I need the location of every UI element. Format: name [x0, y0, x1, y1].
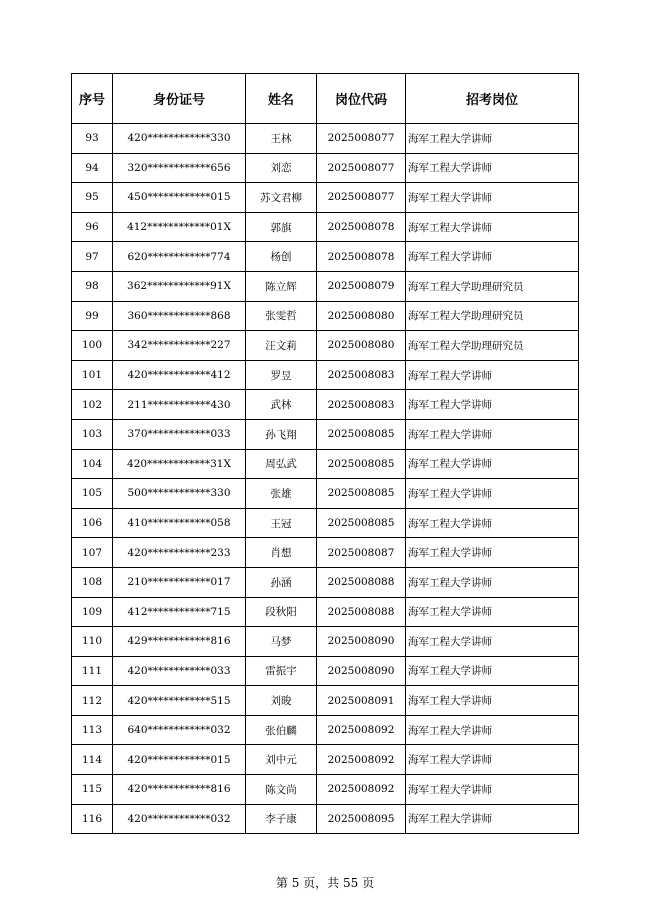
page-footer: 第 5 页，共 55 页	[275, 876, 375, 890]
table-row	[72, 212, 579, 242]
table-header-row	[72, 74, 579, 124]
post-cell: 海军工程大学讲师	[406, 242, 579, 272]
header-serial-number: 序号	[72, 74, 113, 124]
serial-number-cell: 103	[72, 419, 113, 449]
id-number-cell: 420************233	[113, 538, 246, 568]
name-cell: 陈文尚	[246, 775, 317, 805]
name-cell: 张雯哲	[246, 301, 317, 331]
post-cell: 海军工程大学讲师	[406, 508, 579, 538]
post-code-cell: 2025008085	[317, 479, 406, 509]
serial-number-cell: 105	[72, 479, 113, 509]
id-number-cell: 370************033	[113, 419, 246, 449]
header-name: 姓名	[246, 74, 317, 124]
post-code-cell: 2025008090	[317, 656, 406, 686]
id-number-cell: 500************330	[113, 479, 246, 509]
name-cell: 周弘武	[246, 449, 317, 479]
post-code-cell: 2025008087	[317, 538, 406, 568]
serial-number-cell: 102	[72, 390, 113, 420]
table-row	[72, 804, 579, 834]
post-cell: 海军工程大学讲师	[406, 153, 579, 183]
serial-number-cell: 107	[72, 538, 113, 568]
id-number-cell: 420************015	[113, 745, 246, 775]
post-cell: 海军工程大学讲师	[406, 212, 579, 242]
post-code-cell: 2025008077	[317, 124, 406, 154]
table-row	[72, 242, 579, 272]
table-row	[72, 449, 579, 479]
post-cell: 海军工程大学讲师	[406, 567, 579, 597]
serial-number-cell: 98	[72, 271, 113, 301]
serial-number-cell: 116	[72, 804, 113, 834]
serial-number-cell: 100	[72, 331, 113, 361]
post-code-cell: 2025008080	[317, 331, 406, 361]
serial-number-cell: 115	[72, 775, 113, 805]
serial-number-cell: 110	[72, 627, 113, 657]
post-code-cell: 2025008079	[317, 271, 406, 301]
name-cell: 郭旗	[246, 212, 317, 242]
serial-number-cell: 113	[72, 715, 113, 745]
post-cell: 海军工程大学讲师	[406, 419, 579, 449]
post-code-cell: 2025008092	[317, 745, 406, 775]
post-code-cell: 2025008085	[317, 508, 406, 538]
table-row	[72, 597, 579, 627]
name-cell: 刘中元	[246, 745, 317, 775]
post-code-cell: 2025008085	[317, 449, 406, 479]
id-number-cell: 429************816	[113, 627, 246, 657]
post-code-cell: 2025008077	[317, 183, 406, 213]
post-cell: 海军工程大学讲师	[406, 656, 579, 686]
id-number-cell: 211************430	[113, 390, 246, 420]
name-cell: 王林	[246, 124, 317, 154]
post-cell: 海军工程大学助理研究员	[406, 271, 579, 301]
serial-number-cell: 101	[72, 360, 113, 390]
name-cell: 陈立辉	[246, 271, 317, 301]
table-row	[72, 360, 579, 390]
post-code-cell: 2025008092	[317, 775, 406, 805]
name-cell: 罗昱	[246, 360, 317, 390]
table-row	[72, 538, 579, 568]
post-cell: 海军工程大学讲师	[406, 538, 579, 568]
id-number-cell: 412************715	[113, 597, 246, 627]
post-code-cell: 2025008083	[317, 390, 406, 420]
post-cell: 海军工程大学讲师	[406, 686, 579, 716]
table-body	[72, 124, 579, 834]
post-cell: 海军工程大学讲师	[406, 627, 579, 657]
post-cell: 海军工程大学讲师	[406, 449, 579, 479]
id-number-cell: 210************017	[113, 567, 246, 597]
table-row	[72, 745, 579, 775]
post-code-cell: 2025008077	[317, 153, 406, 183]
serial-number-cell: 95	[72, 183, 113, 213]
name-cell: 雷振宇	[246, 656, 317, 686]
id-number-cell: 410************058	[113, 508, 246, 538]
serial-number-cell: 106	[72, 508, 113, 538]
table-row	[72, 686, 579, 716]
post-code-cell: 2025008088	[317, 567, 406, 597]
table-row	[72, 508, 579, 538]
post-code-cell: 2025008090	[317, 627, 406, 657]
table-row	[72, 153, 579, 183]
post-code-cell: 2025008088	[317, 597, 406, 627]
name-cell: 苏文君柳	[246, 183, 317, 213]
name-cell: 段秋阳	[246, 597, 317, 627]
post-cell: 海军工程大学讲师	[406, 597, 579, 627]
post-cell: 海军工程大学助理研究员	[406, 301, 579, 331]
serial-number-cell: 93	[72, 124, 113, 154]
serial-number-cell: 97	[72, 242, 113, 272]
name-cell: 李子康	[246, 804, 317, 834]
name-cell: 武林	[246, 390, 317, 420]
id-number-cell: 640************032	[113, 715, 246, 745]
name-cell: 汪文莉	[246, 331, 317, 361]
serial-number-cell: 96	[72, 212, 113, 242]
serial-number-cell: 108	[72, 567, 113, 597]
name-cell: 孙飞翔	[246, 419, 317, 449]
id-number-cell: 362************91X	[113, 271, 246, 301]
serial-number-cell: 94	[72, 153, 113, 183]
id-number-cell: 420************412	[113, 360, 246, 390]
header-post: 招考岗位	[406, 74, 579, 124]
post-code-cell: 2025008091	[317, 686, 406, 716]
id-number-cell: 450************015	[113, 183, 246, 213]
post-code-cell: 2025008078	[317, 212, 406, 242]
table-row	[72, 479, 579, 509]
post-code-cell: 2025008083	[317, 360, 406, 390]
id-number-cell: 412************01X	[113, 212, 246, 242]
post-code-cell: 2025008078	[317, 242, 406, 272]
table-row	[72, 656, 579, 686]
table-row	[72, 419, 579, 449]
table-row	[72, 331, 579, 361]
name-cell: 刘晙	[246, 686, 317, 716]
table-row	[72, 301, 579, 331]
serial-number-cell: 111	[72, 656, 113, 686]
name-cell: 张伯麟	[246, 715, 317, 745]
header-post-code: 岗位代码	[317, 74, 406, 124]
id-number-cell: 360************868	[113, 301, 246, 331]
post-cell: 海军工程大学讲师	[406, 715, 579, 745]
post-cell: 海军工程大学讲师	[406, 775, 579, 805]
post-cell: 海军工程大学助理研究员	[406, 331, 579, 361]
id-number-cell: 320************656	[113, 153, 246, 183]
serial-number-cell: 114	[72, 745, 113, 775]
post-cell: 海军工程大学讲师	[406, 390, 579, 420]
post-cell: 海军工程大学讲师	[406, 183, 579, 213]
table-row	[72, 183, 579, 213]
name-cell: 杨创	[246, 242, 317, 272]
name-cell: 刘恋	[246, 153, 317, 183]
table-row	[72, 271, 579, 301]
name-cell: 张雄	[246, 479, 317, 509]
post-code-cell: 2025008092	[317, 715, 406, 745]
post-code-cell: 2025008095	[317, 804, 406, 834]
post-cell: 海军工程大学讲师	[406, 360, 579, 390]
name-cell: 孙涵	[246, 567, 317, 597]
table-row	[72, 715, 579, 745]
serial-number-cell: 112	[72, 686, 113, 716]
serial-number-cell: 99	[72, 301, 113, 331]
table-row	[72, 567, 579, 597]
id-number-cell: 420************31X	[113, 449, 246, 479]
table-row	[72, 775, 579, 805]
id-number-cell: 420************816	[113, 775, 246, 805]
id-number-cell: 620************774	[113, 242, 246, 272]
table-row	[72, 124, 579, 154]
name-cell: 王冠	[246, 508, 317, 538]
id-number-cell: 342************227	[113, 331, 246, 361]
name-cell: 肖想	[246, 538, 317, 568]
candidate-table	[71, 73, 579, 834]
id-number-cell: 420************032	[113, 804, 246, 834]
serial-number-cell: 109	[72, 597, 113, 627]
id-number-cell: 420************033	[113, 656, 246, 686]
post-code-cell: 2025008080	[317, 301, 406, 331]
name-cell: 马梦	[246, 627, 317, 657]
header-id-number: 身份证号	[113, 74, 246, 124]
post-code-cell: 2025008085	[317, 419, 406, 449]
table-row	[72, 627, 579, 657]
post-cell: 海军工程大学讲师	[406, 479, 579, 509]
serial-number-cell: 104	[72, 449, 113, 479]
post-cell: 海军工程大学讲师	[406, 745, 579, 775]
post-cell: 海军工程大学讲师	[406, 124, 579, 154]
id-number-cell: 420************330	[113, 124, 246, 154]
post-cell: 海军工程大学讲师	[406, 804, 579, 834]
table-row	[72, 390, 579, 420]
id-number-cell: 420************515	[113, 686, 246, 716]
